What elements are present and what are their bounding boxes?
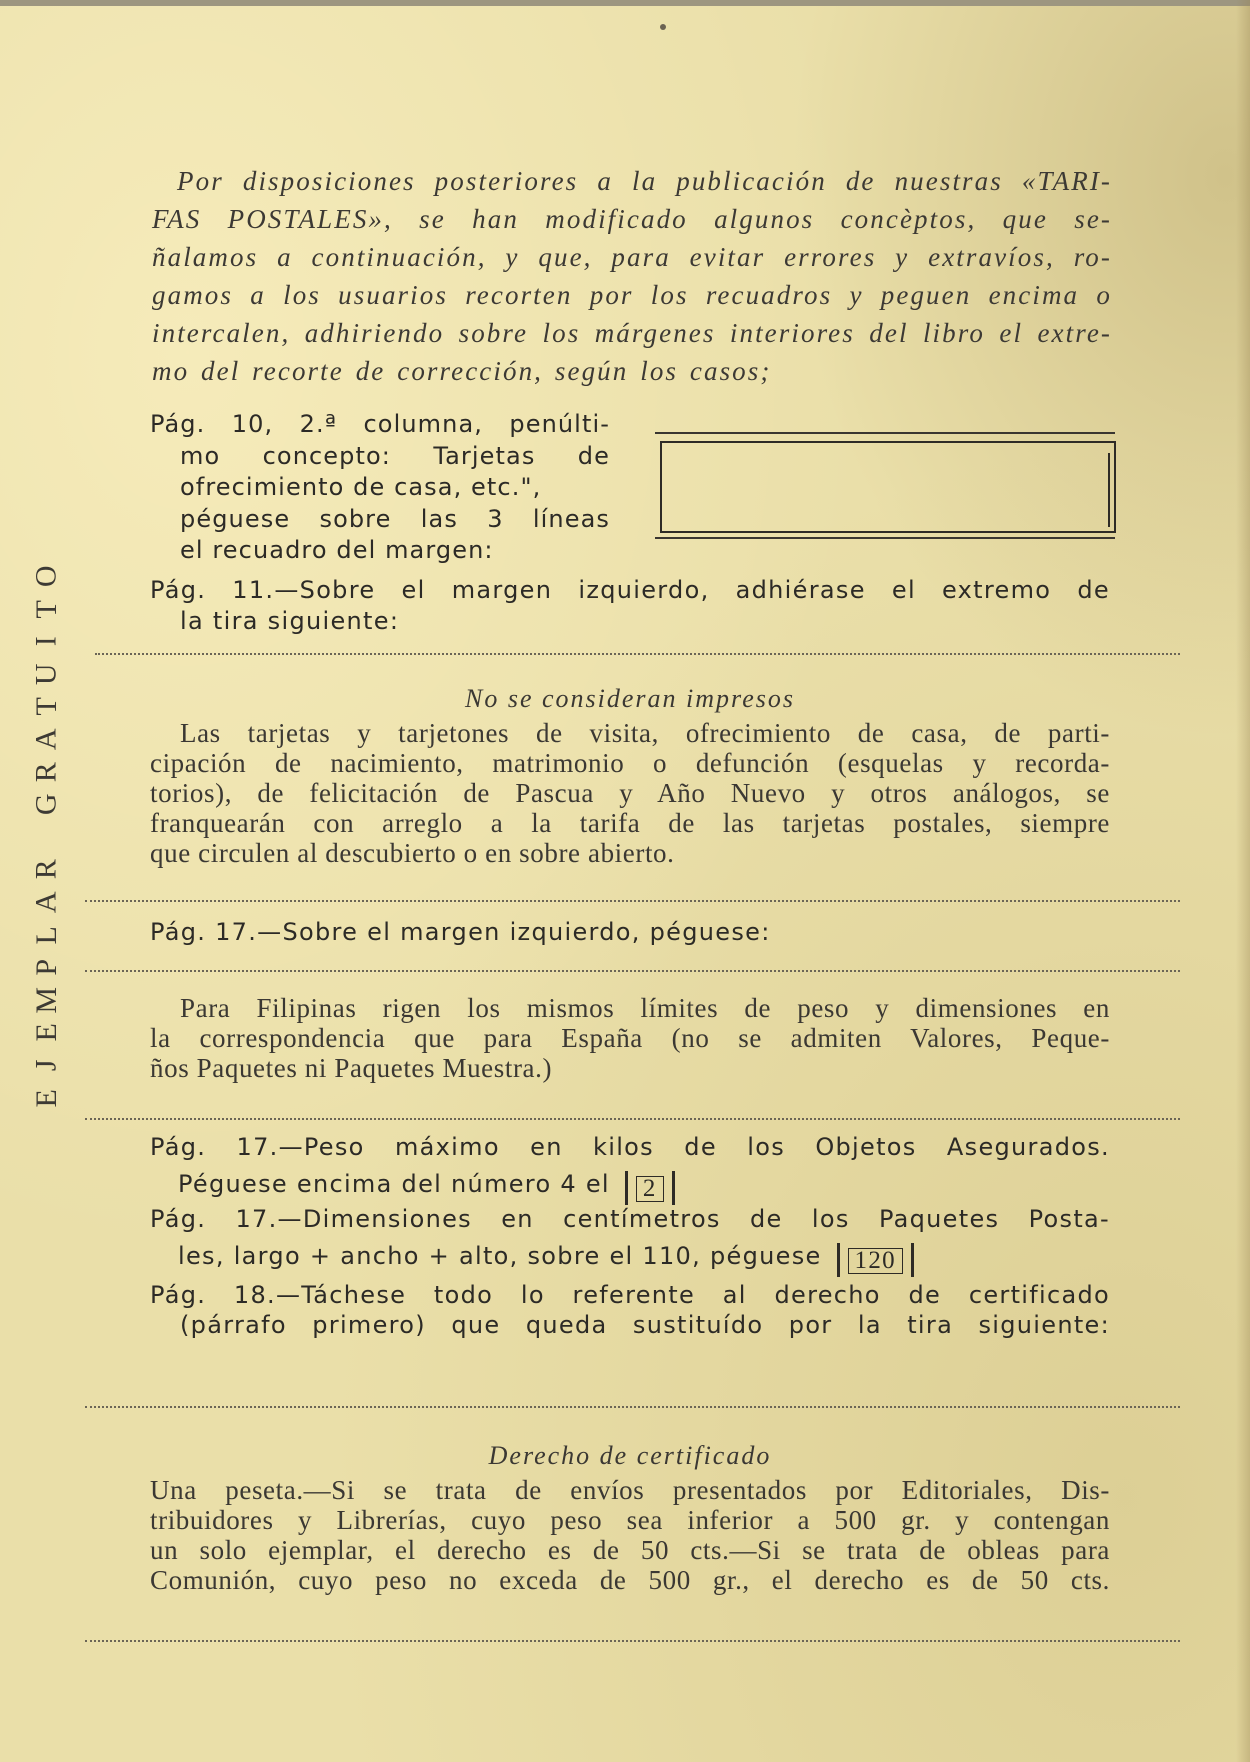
side-stamp-letter: M <box>29 986 63 1014</box>
side-stamp-letter: A <box>29 728 63 751</box>
side-stamp-letter: G <box>29 793 63 816</box>
cutout-box-inner-line <box>1108 453 1110 527</box>
side-stamp-letter: U <box>29 663 63 685</box>
strip-line: un solo ejemplar, el derecho es de 50 cts.—Si se trata de obleas para <box>150 1535 1110 1565</box>
side-stamp-letter: T <box>29 599 63 619</box>
strip-line: Las tarjetas y tarjetones de visita, ofrecimiento de casa, de parti- <box>180 718 1110 748</box>
number-stamp-box <box>837 1243 914 1277</box>
strip-line: franquearán con arreglo a la tarifa de las tarjetas postales, siempre <box>150 808 1110 838</box>
cut-line <box>85 900 1180 902</box>
strip-line: ños Paquetes ni Paquetes Muestra.) <box>150 1053 553 1083</box>
pag11-instruction <box>150 575 1110 637</box>
intro-line: intercalen, adhiriendo sobre los márgenes interiores del libro el extre- <box>152 318 1112 348</box>
pag17-margin-instruction: Pág. 17.—Sobre el margen izquierdo, péguese: <box>150 918 771 946</box>
cutout-blank-box <box>660 441 1116 533</box>
pag10-line: Pág. 10, 2.ª columna, penúlti- <box>150 410 610 438</box>
strip-filipinas <box>150 993 1110 1083</box>
cutout-rule-top <box>655 432 1115 434</box>
strip-line: Para Filipinas rigen los mismos límites de peso y dimensiones en <box>180 993 1110 1023</box>
side-stamp-letter: E <box>29 1023 63 1042</box>
side-stamp-letter: R <box>29 761 63 782</box>
side-stamp-letter: R <box>29 859 63 880</box>
number-stamp-value: 120 <box>848 1248 903 1274</box>
intro-line: Por disposiciones posteriores a la publicación de nuestras «TARI- <box>177 166 1112 196</box>
number-stamp-box <box>625 1171 675 1205</box>
cut-line <box>85 1406 1180 1408</box>
pag11-line: Pág. 11.—Sobre el margen izquierdo, adhiérase el extremo de <box>150 576 1110 604</box>
cut-line <box>85 1118 1180 1120</box>
strip-line: Comunión, cuyo peso no exceda de 500 gr., el derecho es de 50 cts. <box>150 1565 1110 1595</box>
side-stamp-letter: E <box>29 1088 63 1107</box>
pag17-18-instructions <box>150 1133 1110 1339</box>
pag18-line: Pág. 18.—Táchese todo lo referente al derecho de certificado <box>150 1281 1110 1309</box>
pag10-instruction <box>150 409 610 567</box>
side-stamp-gap <box>31 833 64 841</box>
strip-line: la correspondencia que para España (no se admiten Valores, Peque- <box>150 1023 1110 1053</box>
intro-paragraph <box>152 162 1112 390</box>
pag11-line: la tira siguiente: <box>180 607 400 635</box>
paper-speck <box>660 24 666 30</box>
side-stamp-letter: J <box>29 1059 63 1072</box>
pag18-line: (párrafo primero) que queda sustituído por la tira siguiente: <box>180 1311 1110 1339</box>
side-stamp-letter: A <box>29 891 63 914</box>
side-stamp-letter: I <box>29 636 63 647</box>
pag10-line: péguese sobre las 3 líneas <box>180 504 610 533</box>
intro-line: mo del recorte de corrección, según los casos; <box>152 356 772 386</box>
side-stamp-letter: O <box>29 565 63 588</box>
pag10-line: el recuadro del margen: <box>180 536 494 564</box>
pag17-dimensiones-line: les, largo + ancho + alto, sobre el 110, péguese 120 <box>150 1239 1110 1273</box>
cut-line <box>95 653 1180 655</box>
pag17-dimensiones-line: Pág. 17.—Dimensiones en centímetros de los Paquetes Posta- <box>150 1205 1110 1233</box>
side-stamp-letter: T <box>29 697 63 716</box>
page-top-edge <box>0 0 1250 6</box>
side-stamp-ejemplar-gratuito <box>29 560 63 1114</box>
intro-line: FAS POSTALES», se han modificado algunos concèptos, que se- <box>152 204 1112 234</box>
side-stamp-letter: L <box>29 925 63 944</box>
strip-no-se-consideran-impresos <box>150 684 1110 868</box>
side-stamp-letter: P <box>29 959 63 976</box>
strip-title: Derecho de certificado <box>488 1441 772 1470</box>
pag17-peso-line: Pág. 17.—Peso máximo en kilos de los Objetos Asegurados. <box>150 1133 1110 1161</box>
page-right-edge <box>1236 0 1250 1762</box>
strip-line: Una peseta.—Si se trata de envíos presentados por Editoriales, Dis- <box>150 1475 1110 1505</box>
intro-line: gamos a los usuarios recorten por los recuadros y peguen encima o <box>152 280 1112 310</box>
strip-line: cipación de nacimiento, matrimonio o defunción (esquelas y recorda- <box>150 748 1110 778</box>
strip-line: torios), de felicitación de Pascua y Año Nuevo y otros análogos, se <box>150 778 1110 808</box>
intro-line: ñalamos a continuación, y que, para evitar errores y extravíos, ro- <box>152 242 1112 272</box>
cut-line <box>85 970 1180 972</box>
strip-line: que circulen al descubierto o en sobre abierto. <box>150 838 675 868</box>
cut-line <box>85 1640 1180 1642</box>
strip-title: No se consideran impresos <box>465 684 795 713</box>
pag10-line: ofrecimiento de casa, etc.", <box>180 473 542 501</box>
pag17-peso-line: Péguese encima del número 4 el 2 <box>150 1167 1110 1201</box>
pag10-line: mo concepto: Tarjetas de <box>180 441 610 470</box>
strip-derecho-de-certificado <box>150 1441 1110 1595</box>
number-stamp-value: 2 <box>636 1176 664 1202</box>
strip-line: tribuidores y Librerías, cuyo peso sea inferior a 500 gr. y contengan <box>150 1505 1110 1535</box>
cutout-rule-bottom <box>655 537 1115 539</box>
